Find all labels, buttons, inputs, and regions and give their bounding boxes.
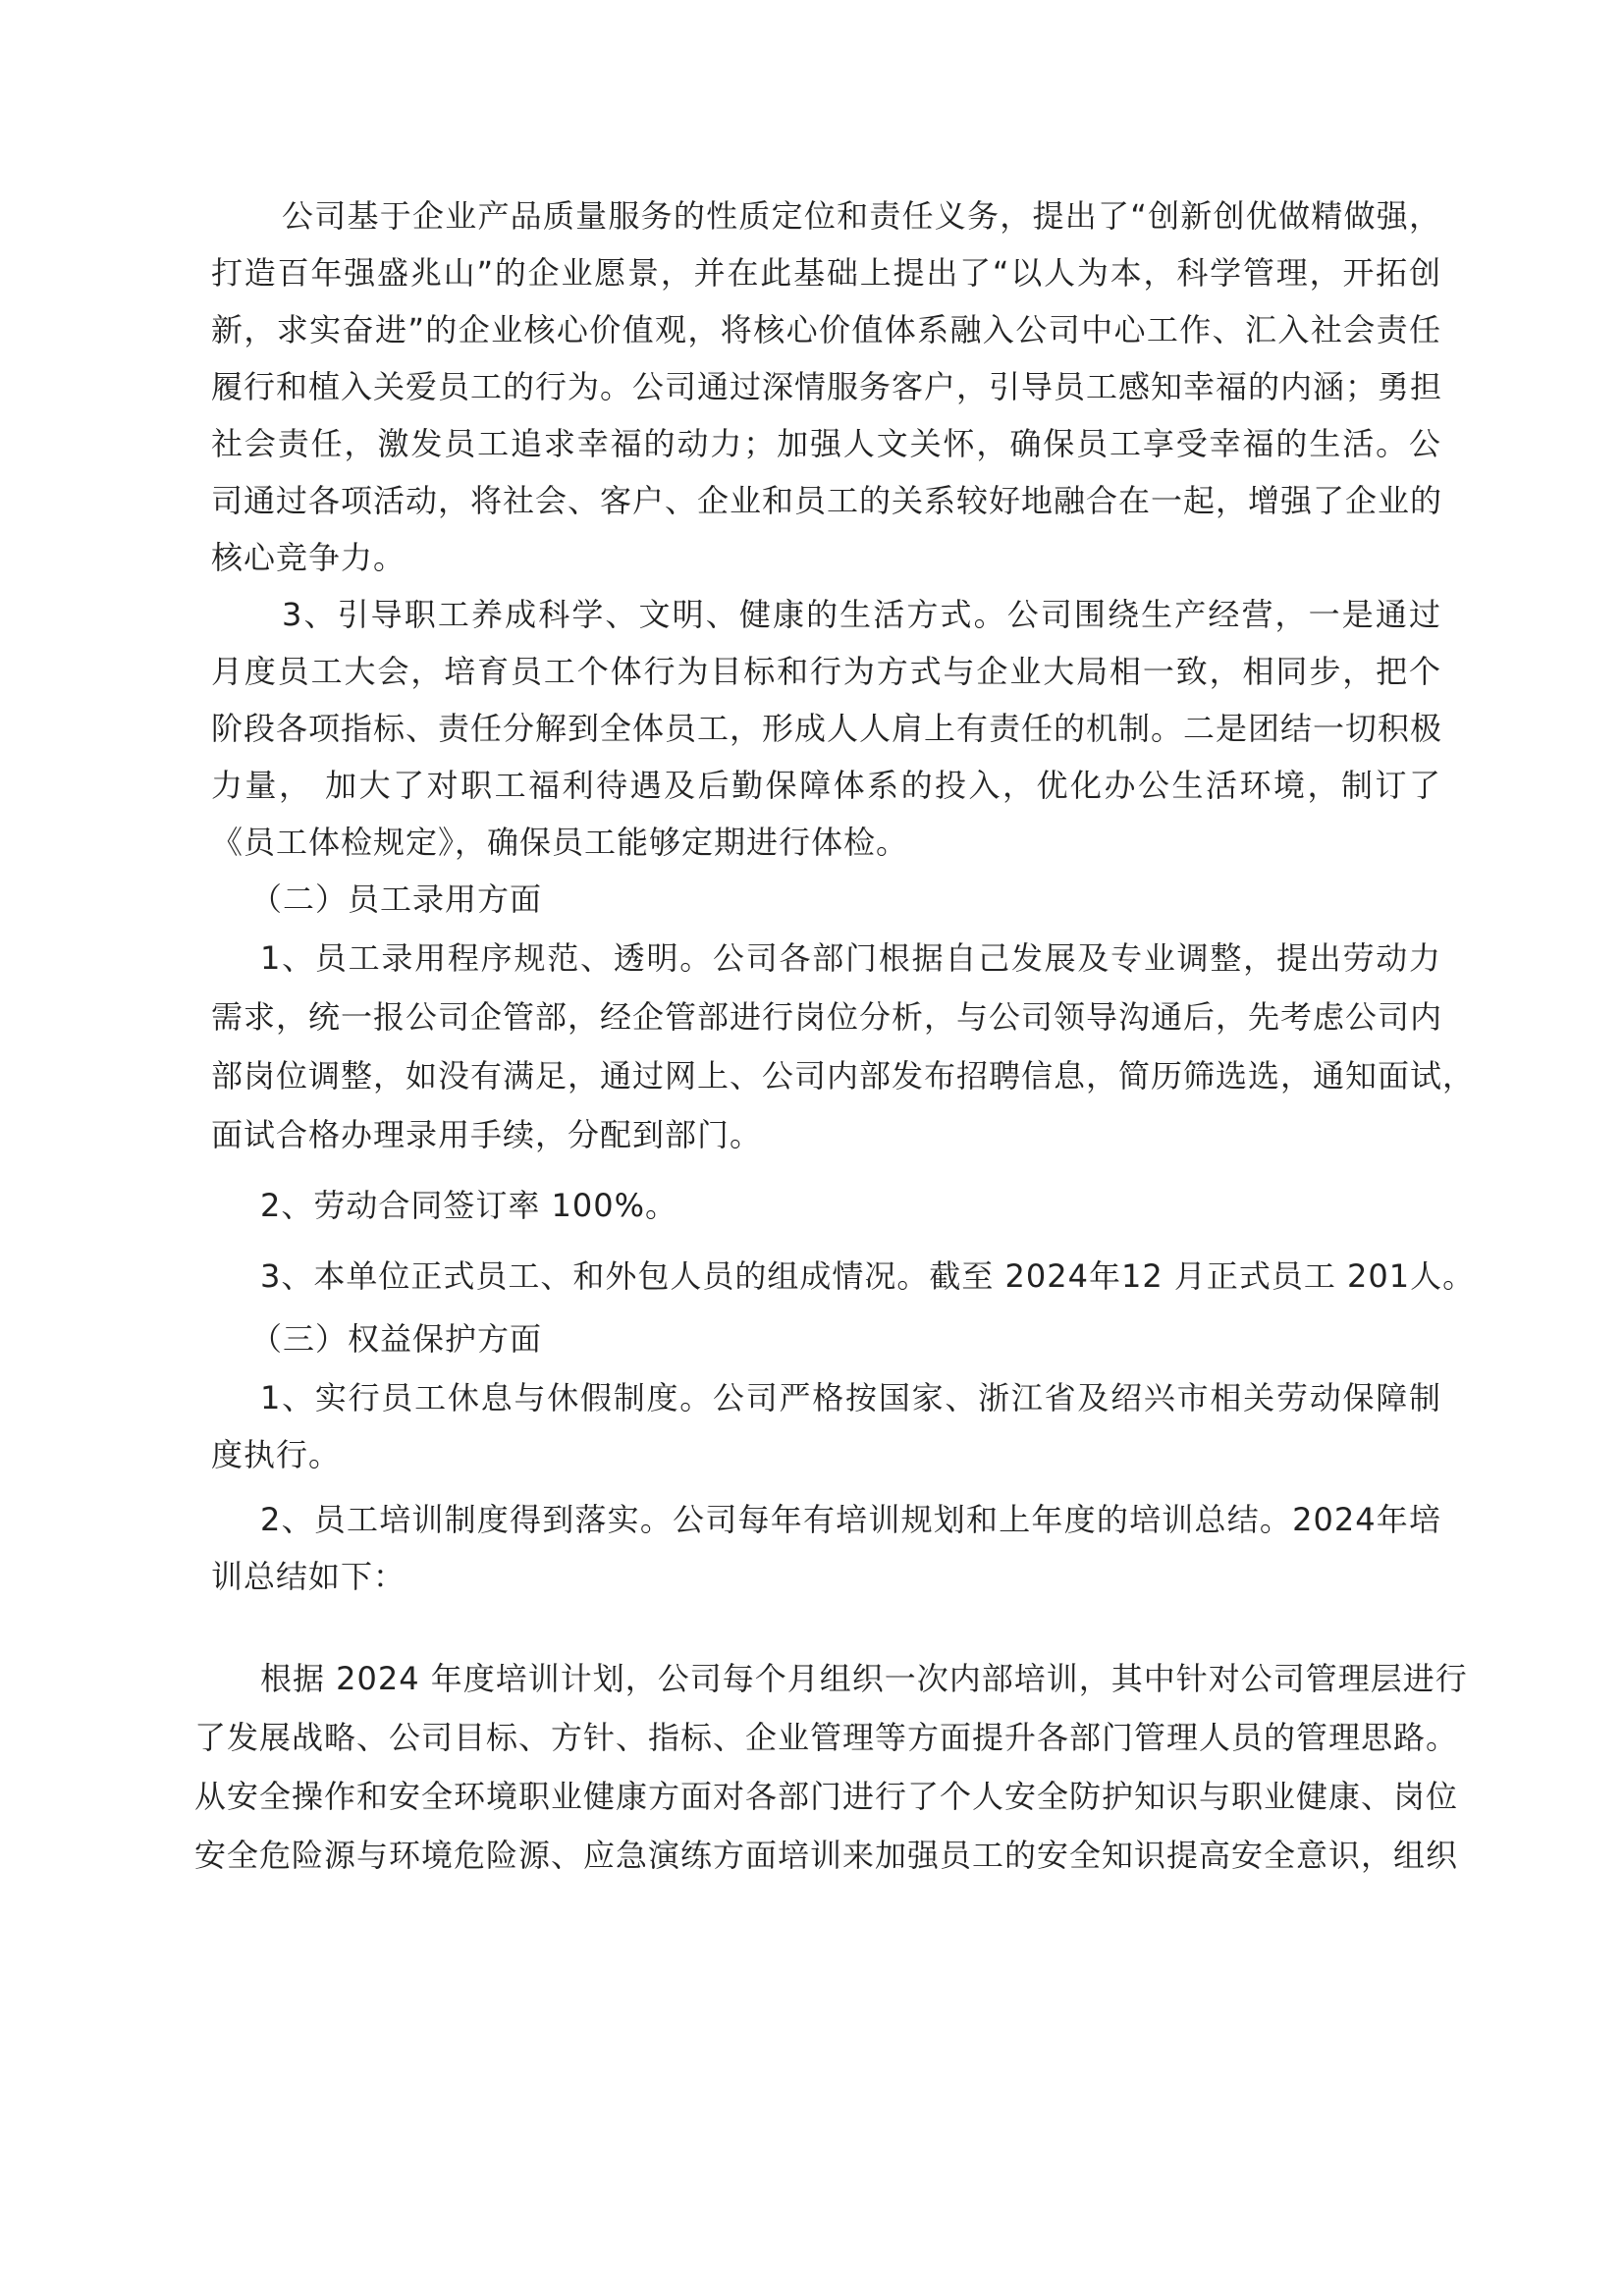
section-heading: （二）员工录用方面 [250,881,543,918]
paragraph-line: 力量， 加大了对职工福利待遇及后勤保障体系的投入，优化办公生活环境，制订了 [211,767,1441,804]
paragraph-line: 需求，统一报公司企管部，经企管部进行岗位分析，与公司领导沟通后，先考虑公司内 [211,998,1443,1036]
paragraph-line: 公司基于企业产品质量服务的性质定位和责任义务，提出了“创新创优做精做强， [282,197,1441,235]
paragraph-line: 社会责任，激发员工追求幸福的动力；加强人文关怀，确保员工享受幸福的生活。公 [211,425,1441,462]
paragraph-line: 部岗位调整，如没有满足，通过网上、公司内部发布招聘信息，简历筛选选，通知面试， [211,1057,1476,1095]
paragraph-line: 阶段各项指标、责任分解到全体员工，形成人人肩上有责任的机制。二是团结一切积极 [211,710,1443,747]
paragraph-line: 训总结如下： [211,1558,406,1595]
paragraph-line: 司通过各项活动，将社会、客户、企业和员工的关系较好地融合在一起，增强了企业的 [211,482,1443,519]
paragraph-line: 新，求实奋进”的企业核心价值观，将核心价值体系融入公司中心工作、汇入社会责任 [211,311,1441,348]
paragraph-line: 打造百年强盛兆山”的企业愿景，并在此基础上提出了“以人为本，科学管理，开拓创 [211,254,1441,292]
paragraph-line: 月度员工大会，培育员工个体行为目标和行为方式与企业大局相一致，相同步，把个 [211,653,1441,690]
paragraph-line: 1、员工录用程序规范、透明。公司各部门根据自己发展及专业调整，提出劳动力 [260,939,1441,977]
paragraph-line: 度执行。 [211,1436,342,1473]
paragraph-line: 根据 2024 年度培训计划，公司每个月组织一次内部培训，其中针对公司管理层进行 [260,1660,1468,1697]
paragraph-line: 2、劳动合同签订率 100%。 [260,1187,678,1224]
section-heading: （三）权益保护方面 [250,1320,543,1358]
paragraph-line: 核心竞争力。 [211,539,406,576]
paragraph-line: 安全危险源与环境危险源、应急演练方面培训来加强员工的安全知识提高安全意识，组织 [194,1837,1459,1874]
paragraph-line: 履行和植入关爱员工的行为。公司通过深情服务客户，引导员工感知幸福的内涵；勇担 [211,368,1443,405]
paragraph-line: 3、引导职工养成科学、文明、健康的生活方式。公司围绕生产经营，一是通过 [282,596,1441,633]
paragraph-line: 3、本单位正式员工、和外包人员的组成情况。截至 2024年12 月正式员工 201人。 [260,1257,1476,1295]
paragraph-line: 了发展战略、公司目标、方针、指标、企业管理等方面提升各部门管理人员的管理思路。 [194,1719,1459,1756]
paragraph-line: 2、员工培训制度得到落实。公司每年有培训规划和上年度的培训总结。2024年培 [260,1501,1441,1538]
paragraph-line: 从安全操作和安全环境职业健康方面对各部门进行了个人安全防护知识与职业健康、岗位 [194,1778,1459,1815]
paragraph-line: 《员工体检规定》，确保员工能够定期进行体检。 [211,824,909,861]
paragraph-line: 1、实行员工休息与休假制度。公司严格按国家、浙江省及绍兴市相关劳动保障制 [260,1379,1441,1416]
paragraph-line: 面试合格办理录用手续，分配到部门。 [211,1116,763,1153]
